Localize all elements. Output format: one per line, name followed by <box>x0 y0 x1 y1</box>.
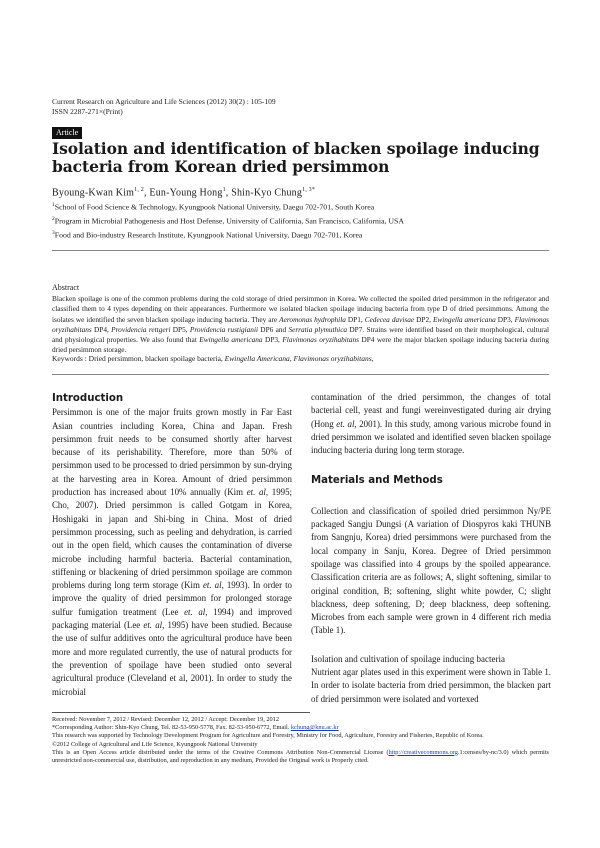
abstract-heading: Abstract <box>52 283 80 292</box>
affiliation-text: School of Food Science & Technology, Kyungpook National University, Daegu 702-701, South Korea <box>54 202 375 212</box>
abstract-text <box>52 294 549 356</box>
copyright-note: ©2012 College of Agricultural and Life Science, Kyungpook National University <box>52 740 258 748</box>
footnote-text: .1:censes/by-nc/3.0) which permits unrestricted non-commercial use, distribution, and reproduction in any medium, Provided the Original work is Properly cited. <box>52 748 549 765</box>
email-link[interactable]: kchung@knu.ac.kr <box>290 724 339 732</box>
text-run: , 1994) and improved packaging material (Lee <box>52 606 292 631</box>
corresponding-author <box>52 724 549 732</box>
keywords-species: Ewingella Americana, Flavimonas oryzihabitans, <box>224 354 374 363</box>
species-name: Cedecea davisae <box>364 314 415 324</box>
abstract-run: DP6 and <box>258 324 289 334</box>
methods-paragraph: Collection and classification of spoiled dried persimmon Ny/PE packaged Sangju Dungsi (A variation of Diospyros kaki THUNB from Sangnju, Korea) dried persimmons were purchased from the local company in Sanju, Korea. Degree of Dried persimmon spoilage was classified into 4 groups by the spoiled appearance. Classification criteria are as follows; A, slight softening, similar to original condition, B; softening, slight white powder, C; slight blackness, deep softening, D; deep blackness, deep softening. Microbes from each sample were grown in 4 different rich media (Table 1). <box>311 505 551 636</box>
dates-line: Received: November 7, 2012 / Revised: December 12, 2012 / Accept: December 19, 2012 <box>52 716 279 723</box>
article-type-tag: Article <box>52 127 82 139</box>
species-name: Flavimonas oryzihabitans <box>282 335 359 345</box>
author-affil-sup: 1 <box>222 187 226 193</box>
keywords-label: Keywords : <box>52 354 89 363</box>
species-name: Flavimonas oryzihabitans <box>52 314 550 334</box>
footnotes <box>52 716 549 765</box>
species-name: Serratia plymuthica <box>288 324 348 334</box>
abstract-run: DP1, <box>345 314 365 324</box>
intro-paragraph <box>52 406 292 699</box>
divider <box>52 374 549 375</box>
text-run: , 1995; Cho, 2007). Dried persimmon is called Gotgam in Korea, Hoshigaki in japan and Shi-bing in China. Most of dried persimmon processing, such as peeling and dehydration, is carried out in the open field, which causes the contamination of diverse microbe including harmful bacteria. Bacterial contamination, stiffening or blackening of dried persimmon spoilage are common problems during long term storage (Kim <box>52 487 293 591</box>
footnote-text: *Corresponding Author: Shin-Kyo Chung, Tel. 82-53-950-5778, Fax. 82-53-950-6772, Email. <box>52 724 291 732</box>
abstract-run: DP4, <box>91 324 112 334</box>
affiliation-sup: 2 <box>52 216 55 222</box>
abstract-run: DP5, <box>170 324 190 334</box>
keywords-text: Dried persimmon, blacken spoilage bacteria, <box>88 354 225 363</box>
author-separator: , <box>225 187 232 199</box>
section-heading: Introduction <box>52 393 124 404</box>
license-link[interactable]: http://creativecommons.org <box>388 748 458 756</box>
right-column <box>311 391 551 706</box>
abstract-run: DP2, <box>414 314 433 324</box>
affiliation-text: Program in Microbial Pathogenesis and Host Defense, University of California, San Francisco, California, USA <box>54 216 405 226</box>
abstract-run: Blacken spoilage is one of the common problems during the cold storage of dried persimmon in Korea. We collected the spoiled dried persimmon in the refrigerator and classified them to 4 types depending on their appearances. Furthermore we isolated blacken spoilage inducing bacteria from type D of dried persimmons. Among the isolates we identified the seven blacken spoilage inducing bacteria. They are <box>52 294 549 324</box>
text-run: Persimmon is one of the major fruits grown mostly in Far East Asian countries including Korea, China and Japan. Fresh persimmon fruit needs to be consumed shortly after harvest because of its perishability. Therefore, more than 50% of persimmon used to be processed to dried persimmon by sun-drying at the harvesting area in Korea. Amount of dried persimmon production has increased about 10% annually (Kim <box>52 407 292 498</box>
author-affil-sup: 1, 3* <box>302 187 316 193</box>
citation-etal: et. al <box>336 418 355 429</box>
footnote-text: This is an Open Access article distributed under the terms of the Creative Commons Attribution Non-Commercial License ( <box>52 748 389 756</box>
author-name: Shin-Kyo Chung <box>231 187 303 199</box>
species-name: Providencia rettgeri <box>111 324 171 334</box>
journal-issn: ISSN 2287-271×(Print) <box>52 106 123 116</box>
citation-etal: et. al <box>143 620 163 631</box>
keywords <box>52 354 549 363</box>
affiliation <box>52 200 374 213</box>
intro-paragraph-cont <box>311 391 551 457</box>
author-affil-sup: 1, 2 <box>134 187 144 193</box>
journal-citation: Current Research on Agriculture and Life Sciences (2012) 30(2) : 105-109 <box>52 97 276 106</box>
abstract-run: DP4 were the major blacken spoilage inducing bacteria during dried persimmon storage. <box>52 335 549 355</box>
paper-title: Isolation and identification of blacken spoilage inducing bacteria from Korean dried persimmon <box>52 139 540 176</box>
author-name: Byoung-Kwan Kim <box>52 187 135 199</box>
text-run: , 1995) have been studied. Because the use of sulfur additives onto the agricultural produce have been more and more regulated currently, the use of natural products for the prevention of spoilage have been studied onto several agricultural produce (Cleveland et al, 2001). In order to study the microbial <box>52 620 292 697</box>
text-run: , 1993). In order to improve the quality of dried persimmon for prolonged storage sulfur fumigation treatment (Lee <box>52 580 292 617</box>
citation-etal: et. al <box>202 580 222 591</box>
author-name: Eun-Young Hong <box>149 187 223 199</box>
abstract-run: DP3, <box>262 335 283 345</box>
methods-paragraph: Nutrient agar plates used in this experiment were shown in Table 1. In order to isolate bacteria from dried persimmon, the blacken part of dried persimmon were isolated and vortexed <box>311 667 551 704</box>
license-note <box>52 749 549 765</box>
section-heading: Materials and Methods <box>311 475 443 487</box>
species-name: Aeromonas hydrophila <box>279 314 346 324</box>
species-name: Providencia rustigianii <box>189 324 258 334</box>
affiliation <box>52 228 362 241</box>
subsection-heading: Isolation and cultivation of spoilage inducing bacteria <box>311 653 505 664</box>
citation-etal: et. al <box>184 606 206 617</box>
left-column <box>52 392 292 699</box>
abstract-run: DP7. Strains were identified based on their morphological, cultural and physiological properties. We also found that <box>52 324 549 345</box>
species-name: Ewingella americana <box>432 314 496 324</box>
affiliation <box>52 214 404 227</box>
journal-header <box>52 97 276 116</box>
author-list <box>52 184 315 199</box>
text-run: contamination of the dried persimmon, the changes of total bacterial cell, yeast and fungi wereinvestigated during air drying (Hong <box>311 392 551 429</box>
footnote-divider <box>52 712 310 713</box>
divider <box>52 250 549 251</box>
abstract-run: DP3, <box>495 314 515 324</box>
affiliation-sup: 3 <box>52 230 55 236</box>
species-name: Ewingella americana <box>199 335 263 345</box>
affiliation-sup: 1 <box>52 202 55 208</box>
author-separator: , <box>143 187 150 199</box>
funding-note: This research was supported by Technology Development Program for Agriculture and Forestry, Ministry for Food, Agriculture, Forestry and Fisheries, Republic of Korea. <box>52 732 484 740</box>
citation-etal: et. al <box>246 487 266 498</box>
affiliation-text: Food and Bio-industry Research Institute, Kyungpook National University, Daegu 702-701, Korea <box>54 230 363 240</box>
text-run: , 2001). In this study, among various microbe found in dried persimmon we isolated and identified seven blacken spoilage inducing bacteria during long term storage. <box>311 418 551 456</box>
